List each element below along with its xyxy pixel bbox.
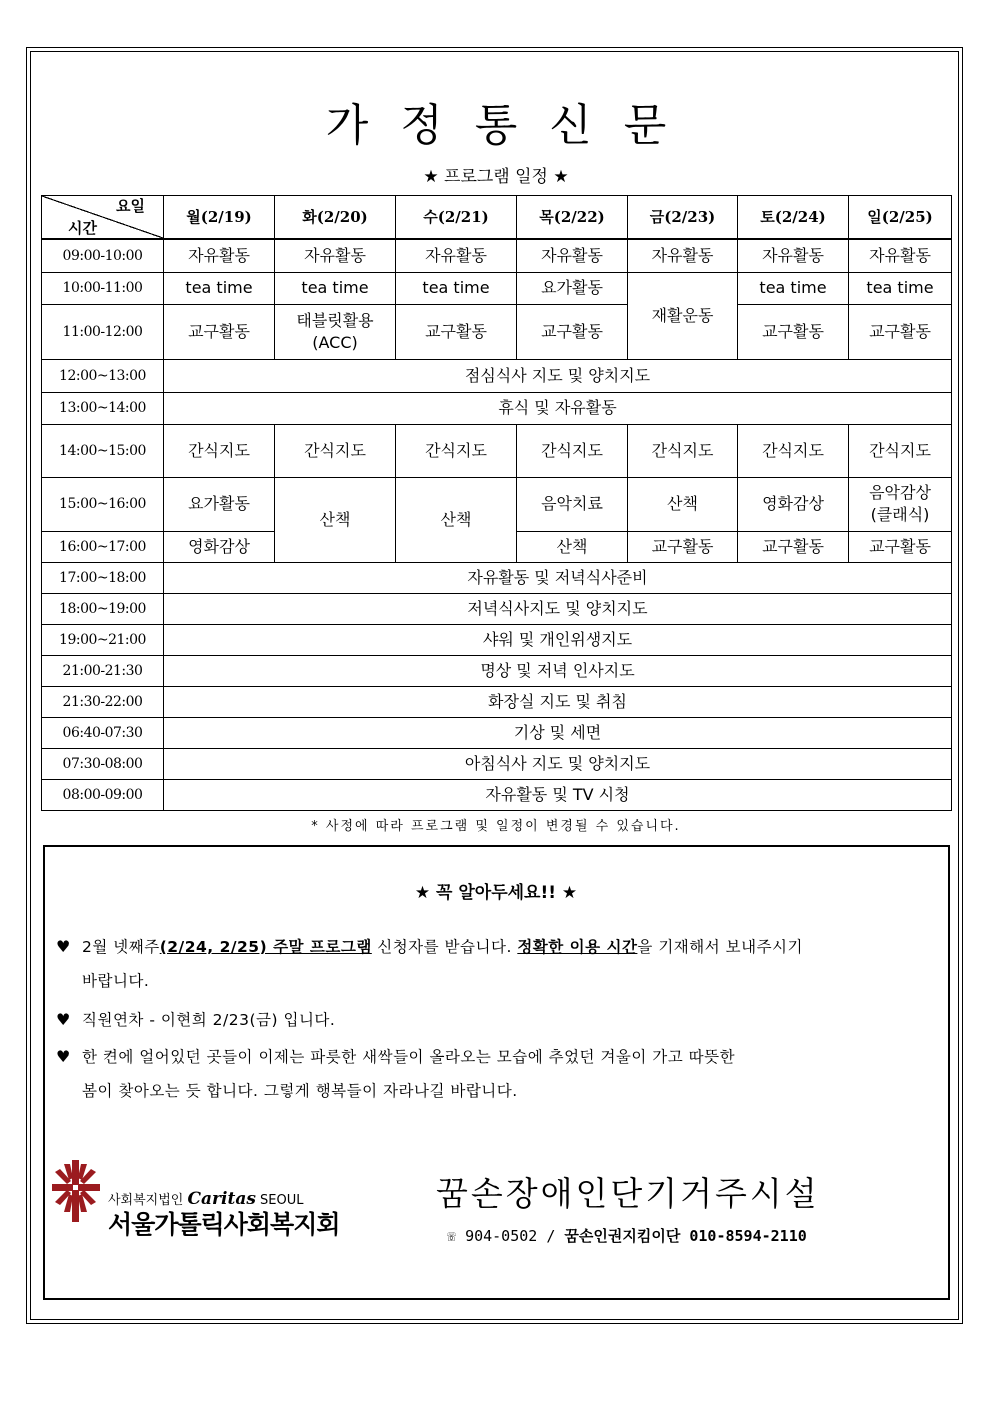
time-cell: 15:00~16:00 bbox=[42, 477, 164, 531]
table-row bbox=[42, 779, 952, 810]
notice-text-part: 봄이 찾아오는 듯 합니다. 그렇게 행복들이 자라나길 바랍니다. bbox=[82, 1082, 518, 1100]
notice-text-part: 바랍니다. bbox=[82, 972, 150, 990]
notice-item-spring bbox=[56, 1040, 906, 1108]
activity-cell: 교구활동 bbox=[517, 304, 628, 359]
notice-text-part: 한 켠에 얼어있던 곳들이 이제는 파릇한 새싹들이 올라오는 모습에 추었던 겨울이 가고 따뜻한 bbox=[82, 1048, 736, 1066]
activity-cell: 간식지도 bbox=[275, 424, 396, 477]
day-header: 화(2/20) bbox=[275, 196, 396, 240]
notice-text-part: 을 기재해서 보내주시기 bbox=[637, 938, 804, 956]
table-row bbox=[42, 239, 952, 272]
activity-line: (클래식) bbox=[870, 505, 930, 524]
activity-cell: tea time bbox=[275, 272, 396, 304]
time-cell: 06:40-07:30 bbox=[42, 717, 164, 748]
activity-cell: 산책 bbox=[275, 477, 396, 562]
activity-cell: 산책 bbox=[628, 477, 738, 531]
activity-cell: 자유활동 bbox=[275, 239, 396, 272]
table-row bbox=[42, 272, 952, 304]
activity-cell bbox=[849, 477, 952, 531]
time-cell: 21:30-22:00 bbox=[42, 686, 164, 717]
notice-text-part: 신청자를 받습니다. bbox=[371, 938, 518, 956]
day-header: 목(2/22) bbox=[517, 196, 628, 240]
day-header: 금(2/23) bbox=[628, 196, 738, 240]
activity-cell: 간식지도 bbox=[738, 424, 849, 477]
activity-line: 음악감상 bbox=[869, 483, 931, 502]
org-city: SEOUL bbox=[260, 1193, 304, 1208]
activity-cell: 저녁식사지도 및 양치지도 bbox=[164, 593, 952, 624]
time-cell: 08:00-09:00 bbox=[42, 779, 164, 810]
activity-cell: 교구활동 bbox=[738, 531, 849, 562]
time-cell: 10:00-11:00 bbox=[42, 272, 164, 304]
table-row bbox=[42, 392, 952, 424]
contact-line bbox=[447, 1225, 807, 1247]
activity-cell: 샤워 및 개인위생지도 bbox=[164, 624, 952, 655]
activity-cell bbox=[275, 304, 396, 359]
activity-cell: 교구활동 bbox=[396, 304, 517, 359]
activity-line: 태블릿활용 bbox=[296, 310, 374, 330]
heart-icon: ♥ bbox=[56, 1047, 71, 1066]
schedule-subtitle: ★ 프로그램 일정 ★ bbox=[423, 167, 569, 187]
table-row bbox=[42, 359, 952, 392]
activity-cell: 자유활동 bbox=[396, 239, 517, 272]
time-cell: 07:30-08:00 bbox=[42, 748, 164, 779]
table-row bbox=[42, 655, 952, 686]
schedule-table bbox=[41, 195, 952, 811]
activity-cell: 산책 bbox=[517, 531, 628, 562]
activity-cell: 재활운동 bbox=[628, 272, 738, 359]
table-row bbox=[42, 624, 952, 655]
activity-cell: 간식지도 bbox=[517, 424, 628, 477]
time-cell: 12:00~13:00 bbox=[42, 359, 164, 392]
activity-cell: tea time bbox=[164, 272, 275, 304]
activity-cell: 요가활동 bbox=[164, 477, 275, 531]
notice-item-weekend bbox=[56, 930, 906, 998]
table-row bbox=[42, 717, 952, 748]
notice-text: 직원연차 - 이현희 2/23(금) 입니다. bbox=[82, 1011, 336, 1029]
time-cell: 16:00~17:00 bbox=[42, 531, 164, 562]
activity-cell: 산책 bbox=[396, 477, 517, 562]
table-row bbox=[42, 748, 952, 779]
time-cell: 11:00-12:00 bbox=[42, 304, 164, 359]
activity-cell: 교구활동 bbox=[628, 531, 738, 562]
table-row bbox=[42, 477, 952, 531]
activity-cell: tea time bbox=[738, 272, 849, 304]
day-header: 수(2/21) bbox=[396, 196, 517, 240]
activity-cell: tea time bbox=[849, 272, 952, 304]
activity-cell: 교구활동 bbox=[164, 304, 275, 359]
day-header: 토(2/24) bbox=[738, 196, 849, 240]
time-cell: 21:00-21:30 bbox=[42, 655, 164, 686]
time-cell: 14:00~15:00 bbox=[42, 424, 164, 477]
time-cell: 13:00~14:00 bbox=[42, 392, 164, 424]
activity-cell: 기상 및 세면 bbox=[164, 717, 952, 748]
day-header: 월(2/19) bbox=[164, 196, 275, 240]
time-cell: 18:00~19:00 bbox=[42, 593, 164, 624]
org-prefix-text: 사회복지법인 bbox=[108, 1193, 184, 1208]
time-cell: 19:00~21:00 bbox=[42, 624, 164, 655]
activity-cell: 간식지도 bbox=[849, 424, 952, 477]
header-row bbox=[42, 196, 952, 240]
org-brand: Caritas bbox=[187, 1189, 256, 1209]
corner-header bbox=[42, 196, 164, 240]
activity-cell: 영화감상 bbox=[738, 477, 849, 531]
corner-time-label: 시간 bbox=[68, 219, 97, 237]
activity-cell: 아침식사 지도 및 양치지도 bbox=[164, 748, 952, 779]
notice-emphasis: 정확한 이용 시간 bbox=[517, 938, 638, 956]
activity-cell: 요가활동 bbox=[517, 272, 628, 304]
activity-cell: tea time bbox=[396, 272, 517, 304]
notice-title: ★ 꼭 알아두세요!! ★ bbox=[414, 883, 578, 903]
activity-cell: 간식지도 bbox=[164, 424, 275, 477]
time-cell: 17:00~18:00 bbox=[42, 562, 164, 593]
day-header: 일(2/25) bbox=[849, 196, 952, 240]
activity-cell: 화장실 지도 및 취침 bbox=[164, 686, 952, 717]
notice-text-part: 2월 넷째주 bbox=[82, 938, 160, 956]
phone-icon: ☏ bbox=[447, 1227, 457, 1245]
activity-cell: 간식지도 bbox=[396, 424, 517, 477]
facility-name: 꿈손장애인단기거주시설 bbox=[436, 1174, 820, 1213]
activity-cell: 자유활동 bbox=[628, 239, 738, 272]
activity-cell: 교구활동 bbox=[849, 304, 952, 359]
phone-number: 904-0502 / bbox=[465, 1227, 556, 1245]
rights-team-contact: 꿈손인권지킴이단 010-8594-2110 bbox=[564, 1227, 807, 1245]
activity-cell: 자유활동 bbox=[164, 239, 275, 272]
activity-cell: 교구활동 bbox=[849, 531, 952, 562]
activity-cell: 자유활동 및 저녁식사준비 bbox=[164, 562, 952, 593]
activity-cell: 자유활동 bbox=[517, 239, 628, 272]
page-title: 가정통신문 bbox=[325, 100, 699, 151]
table-row bbox=[42, 562, 952, 593]
schedule-change-note: * 사정에 따라 프로그램 및 일정이 변경될 수 있습니다. bbox=[311, 819, 681, 834]
table-row bbox=[42, 424, 952, 477]
activity-cell: 음악치료 bbox=[517, 477, 628, 531]
activity-cell: 자유활동 bbox=[738, 239, 849, 272]
activity-cell: 간식지도 bbox=[628, 424, 738, 477]
time-cell: 09:00-10:00 bbox=[42, 239, 164, 272]
notice-text bbox=[82, 1040, 906, 1108]
activity-cell: 명상 및 저녁 인사지도 bbox=[164, 655, 952, 686]
table-row bbox=[42, 304, 952, 359]
notice-emphasis: (2/24, 2/25) 주말 프로그램 bbox=[159, 938, 372, 956]
table-row bbox=[42, 593, 952, 624]
heart-icon: ♥ bbox=[56, 1010, 71, 1029]
activity-cell: 자유활동 및 TV 시청 bbox=[164, 779, 952, 810]
corner-day-label: 요일 bbox=[116, 197, 145, 215]
activity-cell: 영화감상 bbox=[164, 531, 275, 562]
activity-line: (ACC) bbox=[312, 332, 358, 352]
notice-text bbox=[82, 930, 906, 998]
activity-cell: 휴식 및 자유활동 bbox=[164, 392, 952, 424]
activity-cell: 교구활동 bbox=[738, 304, 849, 359]
org-prefix bbox=[108, 1190, 304, 1210]
notice-item-leave bbox=[56, 1003, 906, 1037]
org-name: 서울가톨릭사회복지회 bbox=[108, 1210, 340, 1239]
heart-icon: ♥ bbox=[56, 937, 71, 956]
activity-cell: 점심식사 지도 및 양치지도 bbox=[164, 359, 952, 392]
activity-cell: 자유활동 bbox=[849, 239, 952, 272]
table-row bbox=[42, 686, 952, 717]
